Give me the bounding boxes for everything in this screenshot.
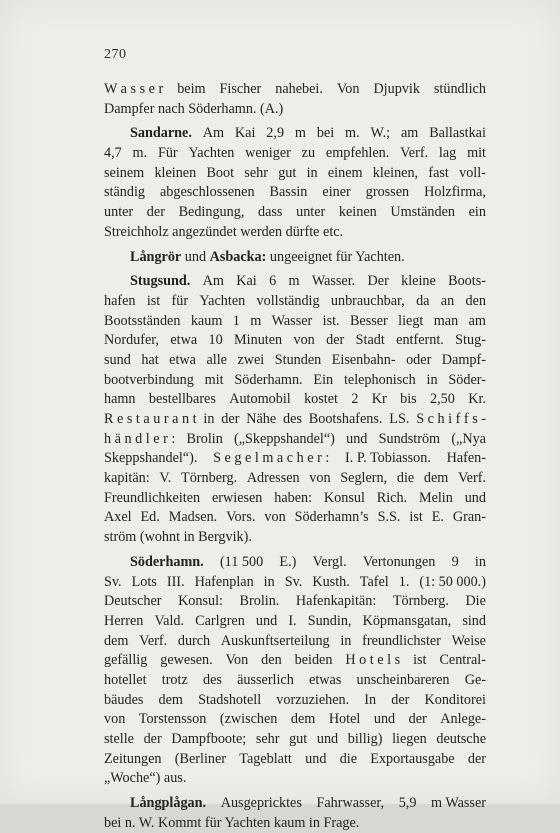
text-line: Herren Vald. Carlgren und I. Sundin, Köpmansgatan, sind xyxy=(104,612,486,629)
text-line: „Woche“) aus. xyxy=(104,770,187,787)
text-line: gefällig gewesen. Von den beiden H o t e l s ist Central- xyxy=(104,652,486,669)
text-line: Stugsund. Am Kai 6 m Wasser. Der kleine Boots- xyxy=(130,273,486,290)
text-line: Streichholz angezündet werden dürfte etc. xyxy=(104,223,344,240)
text-line: bei n. W. Kommt für Yachten kaum in Frage. xyxy=(104,814,360,831)
text-line: Långrör und Asbacka: ungeeignet für Yachten. xyxy=(130,248,405,265)
text-line: hotellet trotz des äusserlich etwas unscheinbareren Ge- xyxy=(104,671,486,688)
text-line: h ä n d l e r : Brolin („Skeppshandel“) und Sundström („Nya xyxy=(104,430,486,447)
text-line: ström (wohnt in Bergvik). xyxy=(104,529,252,546)
text-line: ständig abgeschlossenen Bassin einer grossen Holzfirma, xyxy=(104,184,486,201)
text-line: Freundlichkeiten erwiesen haben: Konsul Rich. Melin und xyxy=(104,489,486,506)
page-number: 270 xyxy=(104,47,127,62)
text-line: Nordufer, etwa 10 Minuten von der Stadt entfernt. Stug- xyxy=(104,332,486,349)
text-line: bäudes dem Stadshotell vorzuziehen. In der Konditorei xyxy=(104,691,486,708)
text-line: bootverbindung mit Söderhamn. Ein telephonisch in Söder- xyxy=(104,371,486,388)
text-line: Sandarne. Am Kai 2,9 m bei m. W.; am Ballastkai xyxy=(130,125,486,142)
text-line: Axel Ed. Madsen. Vors. von Söderhamn’s S.S. ist E. Gran- xyxy=(104,509,486,526)
text-line: R e s t a u r a n t in der Nähe des Bootshafens. LS. S c h i f f s - xyxy=(104,411,486,427)
text-line: hamn bestellbares Automobil kostet 2 Kr bis 2,50 Kr. xyxy=(104,391,486,408)
text-line: dem Verf. durch Auskunftserteilung in freundlichster Weise xyxy=(104,632,486,649)
text-line: Deutscher Konsul: Brolin. Hafenkapitän: Törnberg. Die xyxy=(104,593,486,610)
text-line: Sv. Lots III. Hafenplan in Sv. Kusth. Tafel 1. (1: 50 000.) xyxy=(104,573,486,590)
text-line: von Torstensson (zwischen dem Hotel und der Anlege- xyxy=(104,711,486,728)
text-line: stelle der Dampfboote; sehr gut und billig) liegen deutsche xyxy=(104,731,486,747)
text-line: Söderhamn. (11 500 E.) Vergl. Vertonungen 9 in xyxy=(130,553,486,570)
text-line: Dampfer nach Söderhamn. (A.) xyxy=(104,100,284,117)
text-line: Skeppshandel“). S e g e l m a c h e r : I. P. Tobiasson. Hafen- xyxy=(104,450,486,467)
text-line: kapitän: V. Törnberg. Adressen von Seglern, die dem Verf. xyxy=(104,470,486,487)
text-line: W a s s e r beim Fischer nahebei. Von Djupvik stündlich xyxy=(104,81,486,97)
text-line: Bootsständen kaum 1 m Wasser ist. Besser liegt man am xyxy=(104,312,486,329)
text-line: sund hat etwa alle zwei Stunden Eisenbahn- oder Dampf- xyxy=(104,351,486,368)
text-line: Zeitungen (Berliner Tageblatt und die Exportausgabe der xyxy=(104,750,486,767)
text-line: Långplågan. Ausgepricktes Fahrwasser, 5,9 m Wasser xyxy=(130,795,486,812)
body-text xyxy=(104,80,486,833)
text-line: unter der Bedingung, dass unter keinen Umständen ein xyxy=(104,204,486,221)
text-line: seinem kleinen Boot sehr gut in einem kleinen, fast voll- xyxy=(104,164,486,181)
text-line: 4,7 m. Für Yachten weniger zu empfehlen. Verf. lag mit xyxy=(104,145,486,162)
text-line: hafen ist für Yachten vollständig unbrauchbar, da an den xyxy=(104,292,486,309)
